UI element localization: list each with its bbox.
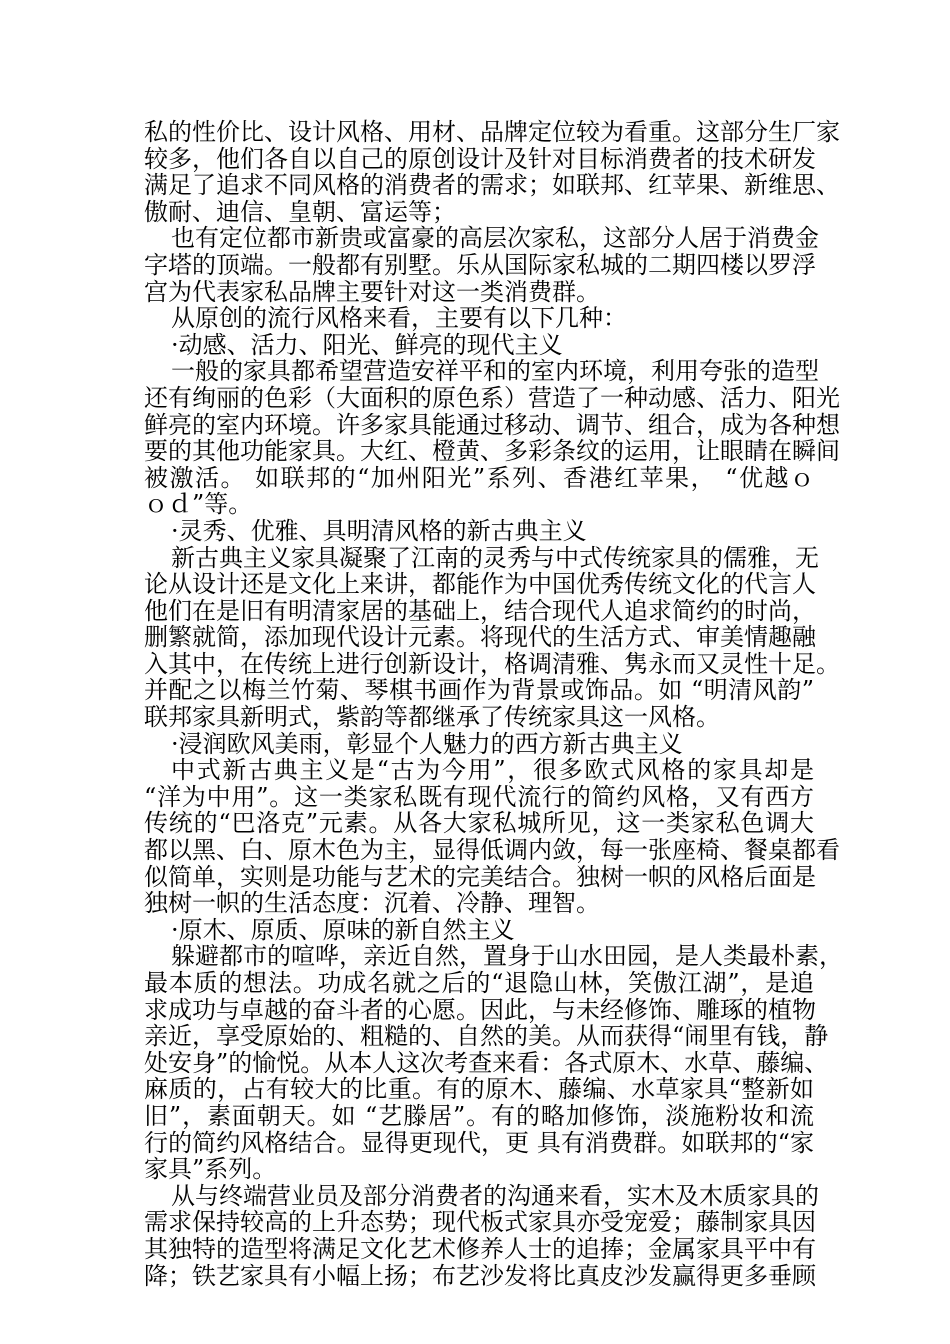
text-line: 傲耐、迪信、皇朝、富运等； [144,197,456,226]
text-line: 都以黑、白、原木色为主，显得低调内敛，每一张座椅、餐桌都看 [144,836,840,865]
text-line: ｏｄ”等。 [144,490,253,519]
text-line: 似简单，实则是功能与艺术的完美结合。独树一帜的风格后面是 [144,862,816,891]
text-line: 被激活。 如联邦的“加州阳光”系列、香港红苹果， “优越ｏ [144,463,814,492]
text-line: 其独特的造型将满足文化艺术修养人士的追捧；金属家具平中有 [144,1234,816,1263]
text-line: 亲近，享受原始的、粗糙的、自然的美。从而获得“闹里有钱，静 [144,1022,829,1051]
text-line: 宫为代表家私品牌主要针对这一类消费群。 [144,277,600,306]
body-text [144,118,843,1290]
text-line: 联邦家具新明式，紫韵等都继承了传统家具这一风格。 [144,703,720,732]
text-line: 还有绚丽的色彩（大面积的原色系）营造了一种动感、活力、阳光 [144,383,840,412]
paragraph-start-line: 中式新古典主义是“古为今用”，很多欧式风格的家具却是 [171,756,814,785]
text-line: 删繁就简，添加现代设计元素。将现代的生活方式、审美情趣融 [144,623,816,652]
section-heading: ·灵秀、优雅、具明清风格的新古典主义 [171,516,587,545]
paragraph-start-line: 从与终端营业员及部分消费者的沟通来看，实木及木质家具的 [171,1181,819,1210]
section-heading: ·动感、活力、阳光、鲜亮的现代主义 [171,330,563,359]
text-line: 降；铁艺家具有小幅上扬；布艺沙发将比真皮沙发赢得更多垂顾 [144,1261,816,1290]
text-line: 处安身”的愉悦。从本人这次考查来看：各式原木、水草、藤编、 [144,1048,829,1077]
text-line: 满足了追求不同风格的消费者的需求；如联邦、红苹果、新维思、 [144,171,840,200]
text-line: 私的性价比、设计风格、用材、品牌定位较为看重。这部分生厂家 [144,118,840,146]
text-line: 独树一帜的生活态度：沉着、冷静、理智。 [144,889,600,918]
text-line: 鲜亮的室内环境。许多家具能通过移动、调节、组合，成为各种想 [144,410,840,439]
paragraph-start-line: 从原创的流行风格来看，主要有以下几种： [171,304,627,333]
text-line: 麻质的，占有较大的比重。有的原木、藤编、水草家具“整新如 [144,1075,814,1104]
text-line: 入其中，在传统上进行创新设计，格调清雅、隽永而又灵性十足。 [144,649,840,678]
text-line: 最本质的想法。功成名就之后的“退隐山林，笑傲江湖”，是追 [144,969,814,997]
text-line: “洋为中用”。这一类家私既有现代流行的简约风格，又有西方 [144,782,814,811]
text-line: 需求保持较高的上升态势；现代板式家具亦受宠爱；藤制家具因 [144,1208,816,1237]
text-line: 家具”系列。 [144,1155,277,1184]
paragraph-start-line: 也有定位都市新贵或富豪的高层次家私，这部分人居于消费金 [171,224,819,253]
section-heading: ·浸润欧风美雨，彰显个人魅力的西方新古典主义 [171,729,683,758]
text-line: 旧”，素面朝天。如 “艺滕居”。有的略加修饰，淡施粉妆和流 [144,1101,814,1130]
text-line: 较多，他们各自以自己的原创设计及针对目标消费者的技术研发 [144,144,816,173]
text-line: 论从设计还是文化上来讲，都能作为中国优秀传统文化的代言人 [144,570,816,599]
paragraph-start-line: 新古典主义家具凝聚了江南的灵秀与中式传统家具的儒雅，无 [171,543,819,572]
text-line: 传统的“巴洛克”元素。从各大家私城所见，这一类家私色调大 [144,809,814,838]
text-line: 他们在是旧有明清家居的基础上，结合现代人追求简约的时尚， [144,596,816,625]
text-line: 求成功与卓越的奋斗者的心愿。因此，与未经修饰、雕琢的植物 [144,995,816,1024]
paragraph-start-line: 躲避都市的喧哗，亲近自然，置身于山水田园，是人类最朴素， [171,942,843,971]
text-line: 要的其他功能家具。大红、橙黄、多彩条纹的运用，让眼睛在瞬间 [144,437,840,466]
text-line: 并配之以梅兰竹菊、琴棋书画作为背景或饰品。如 “明清风韵” [144,676,814,705]
text-line: 行的简约风格结合。显得更现代，更 具有消费群。如联邦的“家 [144,1128,814,1157]
paragraph-start-line: 一般的家具都希望营造安祥平和的室内环境，利用夸张的造型 [171,357,819,386]
section-heading: ·原木、原质、原味的新自然主义 [171,915,515,944]
text-line: 字塔的顶端。一般都有别墅。乐从国际家私城的二期四楼以罗浮 [144,250,816,279]
